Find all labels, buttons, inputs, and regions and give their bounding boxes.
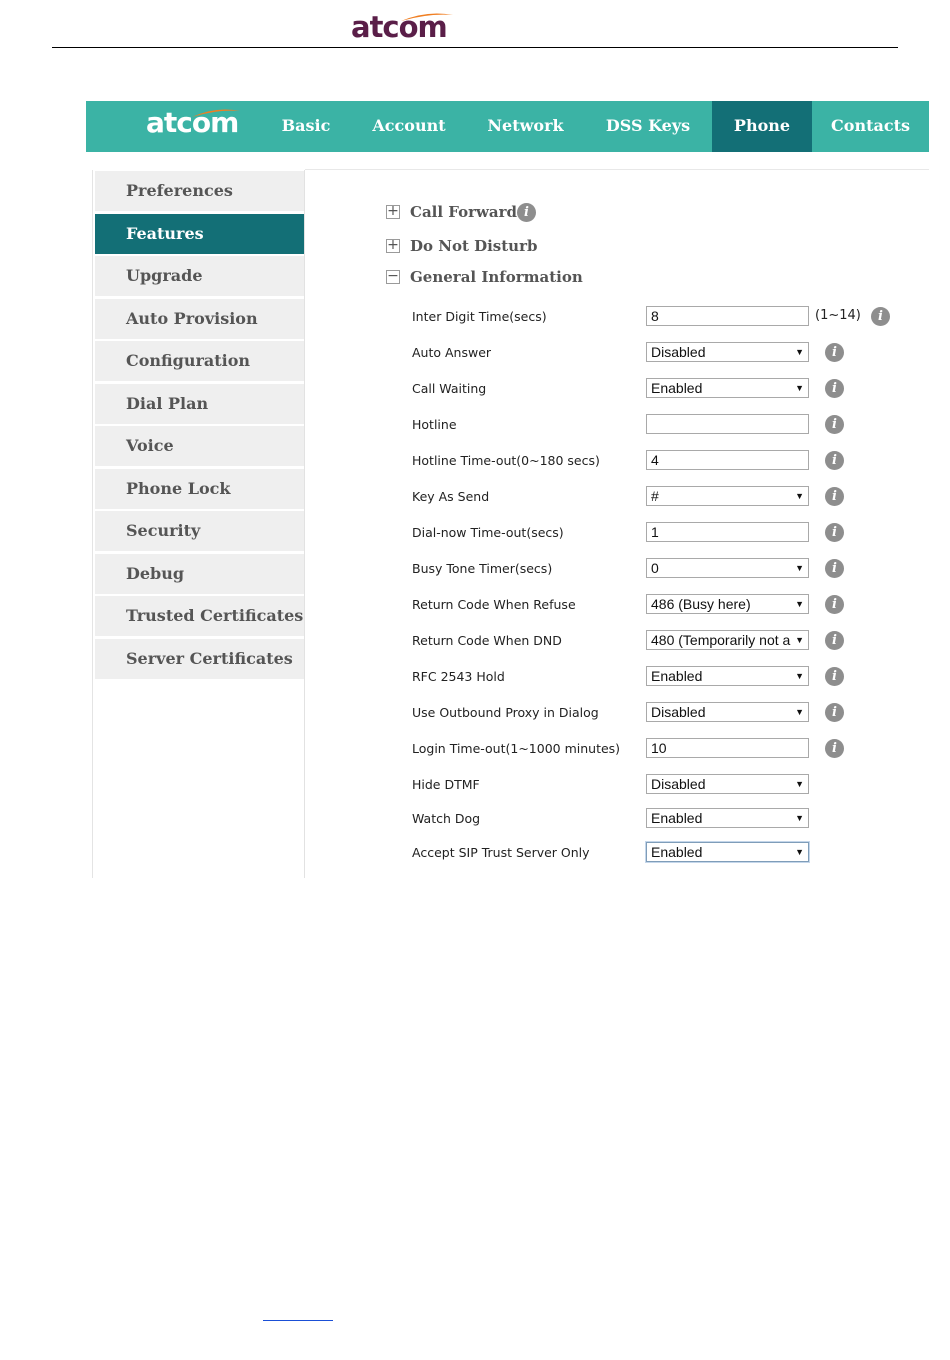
info-icon[interactable]: i xyxy=(825,379,844,398)
field-value: 10 xyxy=(651,740,667,756)
field-label-rfc-2543-hold: RFC 2543 Hold xyxy=(412,669,505,684)
sidebar-item-trusted-certificates[interactable]: Trusted Certificates xyxy=(95,596,304,636)
field-label-hotline: Hotline xyxy=(412,417,457,432)
chevron-down-icon[interactable]: ▼ xyxy=(795,779,804,789)
field-label-auto-answer: Auto Answer xyxy=(412,345,492,360)
info-icon[interactable]: i xyxy=(517,203,536,222)
plus-box-icon[interactable]: + xyxy=(387,237,399,253)
sidebar-item-auto-provision[interactable]: Auto Provision xyxy=(95,299,304,339)
input-inter-digit-time-secs[interactable] xyxy=(646,306,809,326)
section-title[interactable]: General Information xyxy=(410,268,583,286)
sidebar-item-phone-lock[interactable]: Phone Lock xyxy=(95,469,304,509)
info-icon[interactable]: i xyxy=(825,595,844,614)
sidebar-item-security[interactable]: Security xyxy=(95,511,304,551)
info-icon[interactable]: i xyxy=(825,523,844,542)
doc-header-logo xyxy=(351,10,447,44)
field-value: 4 xyxy=(651,452,659,468)
top-navbar xyxy=(86,101,929,152)
range-hint: (1~14) xyxy=(815,308,861,323)
select-call-waiting[interactable] xyxy=(646,378,809,398)
info-icon[interactable]: i xyxy=(825,667,844,686)
field-value: 0 xyxy=(651,560,659,576)
field-value: 486 (Busy here) xyxy=(651,596,751,612)
chevron-down-icon[interactable]: ▼ xyxy=(795,491,804,501)
field-label-watch-dog: Watch Dog xyxy=(412,811,481,826)
sidebar-item-debug[interactable]: Debug xyxy=(95,554,304,594)
field-value: Enabled xyxy=(651,844,703,860)
select-use-outbound-proxy-in-dialog[interactable] xyxy=(646,702,809,722)
field-label-key-as-send: Key As Send xyxy=(412,489,490,504)
field-label-login-time-out-1-1000-minutes: Login Time-out(1~1000 minutes) xyxy=(412,741,621,756)
sidebar-item-upgrade[interactable]: Upgrade xyxy=(95,256,304,296)
section-title[interactable]: Call Forward xyxy=(410,203,518,221)
sidebar xyxy=(92,170,305,878)
info-icon[interactable]: i xyxy=(825,343,844,362)
plus-box-icon[interactable]: + xyxy=(387,203,399,219)
field-value: Enabled xyxy=(651,668,703,684)
field-value: # xyxy=(651,488,659,504)
info-icon[interactable]: i xyxy=(825,703,844,722)
doc-logo-text: atcom xyxy=(351,10,447,44)
input-hotline[interactable] xyxy=(646,414,809,434)
field-value: Enabled xyxy=(651,810,703,826)
field-label-busy-tone-timer-secs: Busy Tone Timer(secs) xyxy=(412,561,553,576)
chevron-down-icon[interactable]: ▼ xyxy=(795,671,804,681)
select-return-code-when-refuse[interactable] xyxy=(646,594,809,614)
tab-basic[interactable]: Basic xyxy=(281,116,331,135)
info-icon[interactable]: i xyxy=(825,559,844,578)
tab-network[interactable]: Network xyxy=(487,116,564,135)
select-key-as-send[interactable] xyxy=(646,486,809,506)
info-icon[interactable]: i xyxy=(871,307,890,326)
input-hotline-time-out-0-180-secs[interactable] xyxy=(646,450,809,470)
logo-swoosh-icon xyxy=(399,12,455,22)
tab-phone[interactable]: Phone xyxy=(712,101,812,152)
field-label-dial-now-time-out-secs: Dial-now Time-out(secs) xyxy=(412,525,564,540)
chevron-down-icon[interactable]: ▼ xyxy=(795,563,804,573)
field-label-accept-sip-trust-server-only: Accept SIP Trust Server Only xyxy=(412,845,590,860)
sidebar-item-preferences[interactable]: Preferences xyxy=(95,171,304,211)
select-auto-answer[interactable] xyxy=(646,342,809,362)
field-value: Disabled xyxy=(651,704,706,720)
chevron-down-icon[interactable]: ▼ xyxy=(795,599,804,609)
info-icon[interactable]: i xyxy=(825,415,844,434)
tab-dss-keys[interactable]: DSS Keys xyxy=(605,116,691,135)
chevron-down-icon[interactable]: ▼ xyxy=(795,813,804,823)
field-label-return-code-when-refuse: Return Code When Refuse xyxy=(412,597,576,612)
sidebar-item-dial-plan[interactable]: Dial Plan xyxy=(95,384,304,424)
field-label-hotline-time-out-0-180-secs: Hotline Time-out(0~180 secs) xyxy=(412,453,600,468)
chevron-down-icon[interactable]: ▼ xyxy=(795,635,804,645)
chevron-down-icon[interactable]: ▼ xyxy=(795,347,804,357)
field-value: 1 xyxy=(651,524,659,540)
select-rfc-2543-hold[interactable] xyxy=(646,666,809,686)
chevron-down-icon[interactable]: ▼ xyxy=(795,707,804,717)
field-label-call-waiting: Call Waiting xyxy=(412,381,487,396)
content-top-border xyxy=(305,169,929,170)
info-icon[interactable]: i xyxy=(825,451,844,470)
info-icon[interactable]: i xyxy=(825,739,844,758)
minus-box-icon[interactable]: − xyxy=(387,268,399,284)
section-title[interactable]: Do Not Disturb xyxy=(410,237,538,255)
input-login-time-out-1-1000-minutes[interactable] xyxy=(646,738,809,758)
select-accept-sip-trust-server-only[interactable] xyxy=(646,842,809,862)
nav-logo-swoosh-icon xyxy=(190,108,242,118)
input-dial-now-time-out-secs[interactable] xyxy=(646,522,809,542)
info-icon[interactable]: i xyxy=(825,631,844,650)
sidebar-item-configuration[interactable]: Configuration xyxy=(95,341,304,381)
tab-account[interactable]: Account xyxy=(372,116,446,135)
sidebar-divider xyxy=(304,170,305,878)
field-value: Disabled xyxy=(651,344,706,360)
nav-logo-text: atcom xyxy=(146,106,239,139)
select-hide-dtmf[interactable] xyxy=(646,774,809,794)
field-label-use-outbound-proxy-in-dialog: Use Outbound Proxy in Dialog xyxy=(412,705,599,720)
info-icon[interactable]: i xyxy=(825,487,844,506)
footer-link-underline[interactable] xyxy=(263,1320,333,1321)
sidebar-item-voice[interactable]: Voice xyxy=(95,426,304,466)
select-watch-dog[interactable] xyxy=(646,808,809,828)
chevron-down-icon[interactable]: ▼ xyxy=(795,847,804,857)
select-return-code-when-dnd[interactable] xyxy=(646,630,809,650)
field-label-return-code-when-dnd: Return Code When DND xyxy=(412,633,562,648)
doc-header-rule xyxy=(52,47,898,48)
select-busy-tone-timer-secs[interactable] xyxy=(646,558,809,578)
field-value: Enabled xyxy=(651,380,703,396)
sidebar-item-server-certificates[interactable]: Server Certificates xyxy=(95,639,304,679)
nav-logo[interactable] xyxy=(146,106,238,139)
field-value: 480 (Temporarily not a xyxy=(651,632,791,648)
chevron-down-icon[interactable]: ▼ xyxy=(795,383,804,393)
field-value: Disabled xyxy=(651,776,706,792)
field-value: 8 xyxy=(651,308,659,324)
sidebar-item-features[interactable]: Features xyxy=(95,214,304,254)
field-label-hide-dtmf: Hide DTMF xyxy=(412,777,480,792)
tab-contacts[interactable]: Contacts xyxy=(831,116,910,135)
field-label-inter-digit-time-secs: Inter Digit Time(secs) xyxy=(412,309,547,324)
